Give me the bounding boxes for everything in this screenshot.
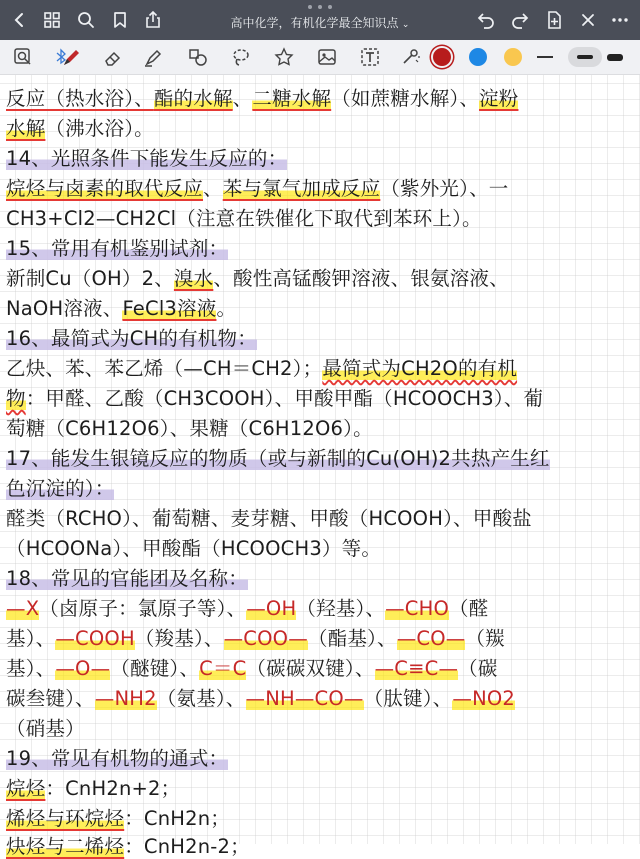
- note-text: （HCOONa）、甲酸酯（HCOOCH3）等。: [6, 537, 382, 560]
- search-icon[interactable]: [72, 6, 100, 34]
- note-line: [6, 503, 532, 531]
- note-text: 18、常见的官能团及名称：: [6, 567, 248, 590]
- note-text: ：CnH2n；: [124, 807, 231, 830]
- functional-group: —X: [6, 597, 40, 620]
- note-text: 炔烃与二烯烃: [6, 835, 125, 858]
- note-line: [6, 533, 381, 561]
- note-line: [6, 263, 509, 291]
- note-line: [6, 713, 85, 741]
- note-text: 15、常用有机鉴别试剂：: [6, 237, 229, 260]
- note-line: [6, 653, 498, 681]
- note-text: 烷烃: [6, 777, 46, 800]
- section-heading: [6, 233, 228, 261]
- note-line: [6, 293, 236, 321]
- note-text: 基）、: [6, 627, 56, 650]
- note-text: 水解: [6, 117, 46, 140]
- note-line: [6, 83, 518, 111]
- highlighter-icon[interactable]: [140, 44, 166, 70]
- note-text: 色沉淀的）：: [6, 477, 115, 500]
- drawing-toolbar: [0, 40, 640, 75]
- note-text: 、: [232, 87, 253, 110]
- note-text: （羰: [465, 627, 505, 650]
- color-swatch-yellow[interactable]: [504, 48, 522, 66]
- color-swatch-red[interactable]: [433, 48, 451, 66]
- functional-group: —COOH: [55, 627, 135, 650]
- note-line: [6, 353, 517, 381]
- document-title[interactable]: 高中化学，有机化学最全知识点 ⌄: [230, 16, 410, 30]
- image-icon[interactable]: [314, 44, 340, 70]
- section-heading: [6, 323, 257, 351]
- add-page-icon[interactable]: [540, 6, 568, 34]
- note-line: [6, 203, 482, 231]
- note-text: （酯基）、: [307, 627, 397, 650]
- functional-group: —C≡C—: [374, 657, 459, 680]
- note-text: 19、常见有机物的通式：: [6, 747, 229, 770]
- note-line: [6, 113, 154, 141]
- note-text: 反应（热水浴）、: [6, 87, 154, 110]
- note-text: 乙炔、苯、苯乙烯（—CH＝CH2）；: [6, 357, 323, 380]
- note-text: 、酸性高锰酸钾溶液、银氨溶液、: [213, 267, 509, 290]
- note-line: [6, 831, 250, 859]
- note-text: 烯烃与环烷烃: [6, 807, 125, 830]
- note-text: （碳碳双键）、: [246, 657, 375, 680]
- note-text: （醚键）、: [110, 657, 200, 680]
- note-text: 17、能发生银镜反应的物质（或与新制的Cu(OH)2共热产生红: [6, 447, 550, 470]
- note-line: [6, 383, 543, 411]
- note-text: 16、最简式为CH的有机物：: [6, 327, 257, 350]
- color-swatch-blue[interactable]: [469, 48, 487, 66]
- stroke-thin-option[interactable]: [537, 56, 553, 58]
- bookmark-icon[interactable]: [106, 6, 134, 34]
- note-text: 、: [203, 177, 223, 200]
- eraser-icon[interactable]: [100, 44, 126, 70]
- text-tool-icon[interactable]: [357, 44, 383, 70]
- note-text: 。: [216, 297, 237, 320]
- undo-icon[interactable]: [472, 6, 500, 34]
- functional-group: —CO—: [396, 627, 466, 650]
- section-heading: [6, 743, 228, 771]
- back-chevron-icon[interactable]: [6, 6, 34, 34]
- note-text: 苯与氯气加成反应: [222, 177, 381, 200]
- more-options-icon[interactable]: [606, 6, 634, 34]
- note-text: 碳叁键）、: [6, 687, 95, 710]
- note-text: ：CnH2n+2；: [45, 777, 181, 800]
- note-text: 溴水: [173, 267, 214, 290]
- note-line: [6, 623, 505, 651]
- notes-page[interactable]: [0, 75, 640, 858]
- note-text: 烷烃与卤素的取代反应: [6, 177, 204, 200]
- share-icon[interactable]: [139, 6, 167, 34]
- note-text: （卤原子：氯原子等）、: [39, 597, 247, 620]
- top-navigation-bar: [0, 0, 640, 40]
- note-line: [6, 803, 230, 831]
- note-text: 淀粉: [479, 87, 519, 110]
- note-line: [6, 593, 488, 621]
- section-heading: [6, 143, 287, 171]
- redo-icon[interactable]: [506, 6, 534, 34]
- note-line: [6, 413, 373, 441]
- section-heading: [6, 443, 550, 471]
- note-text: ：CnH2n-2；: [124, 835, 250, 858]
- functional-group: —CHO: [385, 597, 450, 620]
- note-text: （沸水浴）。: [45, 117, 154, 140]
- lasso-zoom-icon[interactable]: [10, 44, 36, 70]
- note-text: CH3+Cl2—CH2Cl（注意在铁催化下取代到苯环上）。: [6, 207, 482, 230]
- note-text: 萄糖（C6H12O6）、果糖（C6H12O6）。: [6, 417, 373, 440]
- functional-group: —COO—: [223, 627, 308, 650]
- note-text: 14、光照条件下能发生反应的：: [6, 147, 288, 170]
- note-line: [6, 173, 508, 201]
- section-heading: [6, 473, 114, 501]
- section-heading: [6, 563, 248, 591]
- grid-icon[interactable]: [38, 6, 66, 34]
- note-line: [6, 683, 515, 711]
- lasso-icon[interactable]: [228, 44, 254, 70]
- note-text: 醛类（RCHO）、葡萄糖、麦芽糖、甲酸（HCOOH）、甲酸盐: [6, 507, 532, 530]
- note-text: 基）、: [6, 657, 56, 680]
- note-text: 酯的水解: [153, 87, 233, 110]
- note-text: FeCl3溶液: [122, 297, 217, 320]
- note-text: 二糖水解: [252, 87, 332, 110]
- note-text: （碳: [458, 657, 498, 680]
- note-text: （硝基）: [6, 717, 85, 740]
- stroke-medium-option[interactable]: [568, 47, 602, 67]
- multitask-dots-icon[interactable]: [308, 5, 332, 9]
- functional-group: —O—: [55, 657, 111, 680]
- note-text: NaOH溶液、: [6, 297, 123, 320]
- note-text: （羟基）、: [296, 597, 386, 620]
- note-text: ：甲醛、乙酸（CH3COOH）、甲酸甲酯（HCOOCH3）、葡: [25, 387, 544, 410]
- pen-tool-icon[interactable]: [58, 44, 84, 70]
- laser-pointer-icon[interactable]: [397, 44, 423, 70]
- note-text: 最简式为CH2O的有机: [322, 357, 518, 380]
- note-text: （醛: [449, 597, 489, 620]
- note-line: [6, 773, 180, 801]
- functional-group: C＝C: [199, 657, 247, 680]
- note-text: （羧基）、: [134, 627, 224, 650]
- note-text: （肽键）、: [363, 687, 453, 710]
- stroke-thick-option[interactable]: [607, 54, 623, 61]
- functional-group: —OH: [246, 597, 297, 620]
- note-text: （紫外光）、一: [380, 177, 509, 200]
- close-icon[interactable]: [574, 6, 602, 34]
- functional-group: —NO2: [452, 687, 516, 710]
- note-text: （如蔗糖水解）、: [331, 87, 480, 110]
- note-text: 新制Cu（OH）2、: [6, 267, 174, 290]
- sticker-icon[interactable]: [271, 44, 297, 70]
- functional-group: —NH2: [94, 687, 157, 710]
- functional-group: —NH—CO—: [245, 687, 364, 710]
- note-text: （氨基）、: [156, 687, 246, 710]
- note-text: 物: [6, 387, 26, 410]
- shapes-icon[interactable]: [185, 44, 211, 70]
